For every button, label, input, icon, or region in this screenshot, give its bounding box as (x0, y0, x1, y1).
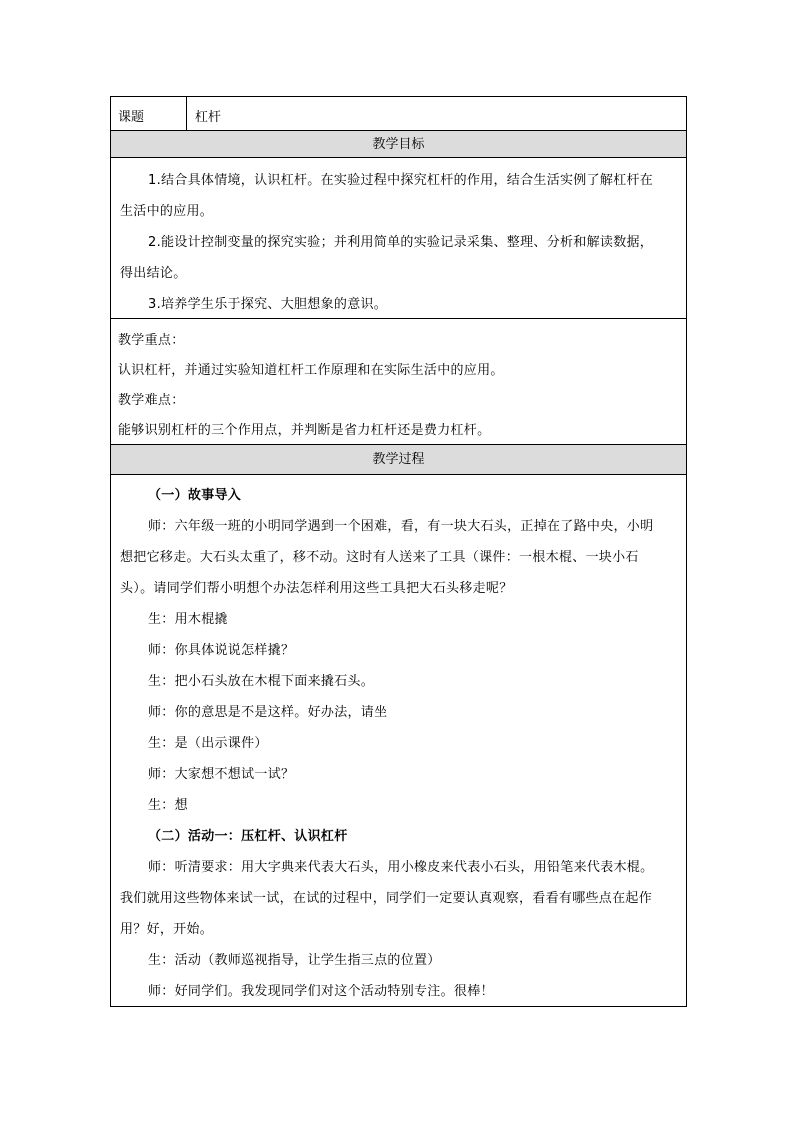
process-line: 生：把小石头放在木棍下面来撬石头。 (148, 674, 375, 689)
process-line: 我们就用这些物体来试一试，在试的过程中，同学们一定要认真观察，看看有哪些点在起作 (120, 891, 653, 906)
goal-line-5: 3.培养学生乐于探究、大胆想象的意识。 (148, 297, 388, 312)
process-line: 头）。请同学们帮小明想个办法怎样利用这些工具把大石头移走呢？ (120, 581, 513, 596)
process-line: 生：用木棍撬 (148, 612, 228, 627)
section-one-heading: （一）故事导入 (148, 488, 242, 503)
process-line: 师：你的意思是不是这样。好办法，请坐 (148, 705, 388, 720)
process-line: 生：想 (148, 798, 188, 813)
topic-row (111, 97, 686, 131)
topic-value: 杠杆 (195, 110, 222, 125)
difficulty-text: 能够识别杠杆的三个作用点，并判断是省力杠杆还是费力杠杆。 (118, 423, 491, 438)
goal-line-1: 1.结合具体情境，认识杠杆。在实验过程中探究杠杆的作用，结合生活实例了解杠杆在 (148, 173, 654, 188)
difficulty-heading: 教学难点： (118, 393, 185, 408)
goal-line-3: 2.能设计控制变量的探究实验；并利用简单的实验记录采集、整理、分析和解读数据， (148, 235, 654, 250)
goals-section (111, 158, 686, 319)
process-line: 想把它移走。大石头太重了，移不动。这时有人送来了工具（课件：一根木棍、一块小石 (120, 550, 639, 565)
goals-header: 教学目标 (111, 131, 686, 158)
process-line: 生：活动（教师巡视指导，让学生指三点的位置） (148, 953, 441, 968)
topic-label: 课题 (111, 97, 187, 130)
process-line: 师：好同学们。我发现同学们对这个活动特别专注。很棒！ (148, 984, 494, 999)
process-section (111, 475, 686, 1006)
keypoints-section (111, 319, 686, 445)
key-point-heading: 教学重点： (118, 333, 185, 348)
process-line: 师：大家想不想试一试？ (148, 767, 295, 782)
key-point-text: 认识杠杆，并通过实验知道杠杆工作原理和在实际生活中的应用。 (118, 363, 504, 378)
process-line: 师：六年级一班的小明同学遇到一个困难，看，有一块大石头，正掉在了路中央，小明 (148, 519, 654, 534)
goal-line-2: 生活中的应用。 (120, 204, 214, 219)
process-line: 师：听清要求：用大字典来代表大石头，用小橡皮来代表小石头，用铅笔来代表木棍。 (148, 860, 654, 875)
process-line: 生：是（出示课件） (148, 736, 268, 751)
process-line: 师：你具体说说怎样撬？ (148, 643, 295, 658)
process-header: 教学过程 (111, 445, 686, 475)
goal-line-4: 得出结论。 (120, 266, 187, 281)
section-two-heading: （二）活动一：压杠杆、认识杠杆 (148, 829, 348, 844)
lesson-plan-table (110, 96, 687, 1007)
process-line: 用？好，开始。 (120, 922, 214, 937)
